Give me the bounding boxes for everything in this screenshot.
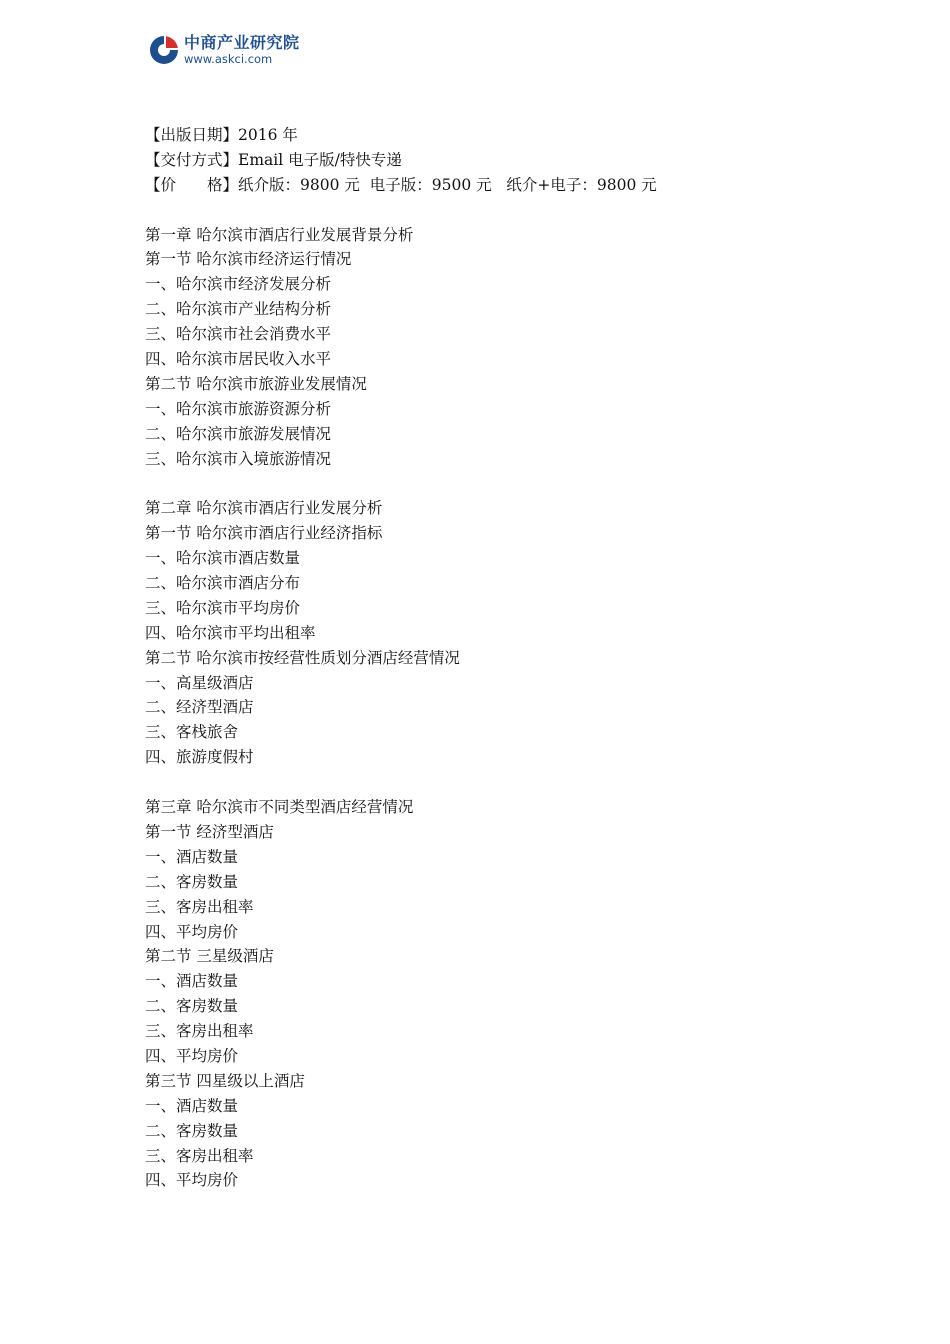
toc-item: 二、客房数量: [145, 1121, 239, 1140]
logo: [148, 34, 300, 66]
document-body: [145, 123, 845, 1193]
toc-item: 一、酒店数量: [145, 972, 239, 991]
toc-item: 二、客房数量: [145, 997, 239, 1016]
section-title: 第二节 哈尔滨市旅游业发展情况: [145, 374, 367, 393]
toc-item: 三、客栈旅舍: [145, 723, 239, 742]
toc-item: 二、哈尔滨市旅游发展情况: [145, 424, 332, 443]
toc-item: 四、旅游度假村: [145, 748, 254, 767]
toc-item: 二、哈尔滨市酒店分布: [145, 574, 301, 593]
toc-item: 三、哈尔滨市入境旅游情况: [145, 449, 332, 468]
toc-item: 一、哈尔滨市酒店数量: [145, 549, 301, 568]
spacer: [145, 198, 845, 223]
toc-item: 一、酒店数量: [145, 1096, 239, 1115]
logo-url: www.askci.com: [184, 51, 273, 66]
price-label: 【价 格】: [145, 175, 239, 194]
spacer: [145, 770, 845, 795]
logo-name: 中商产业研究院: [184, 32, 300, 52]
price-value: 纸介版：9800 元 电子版：9500 元 纸介+电子：9800 元: [238, 175, 657, 194]
price-line: [145, 173, 845, 198]
toc-item: 一、高星级酒店: [145, 673, 254, 692]
pub-date-line: [145, 123, 845, 148]
toc-item: 三、客房出租率: [145, 897, 254, 916]
toc-item: 四、哈尔滨市居民收入水平: [145, 350, 332, 369]
toc-item: 一、哈尔滨市经济发展分析: [145, 275, 332, 294]
chapter-title: 第一章 哈尔滨市酒店行业发展背景分析: [145, 225, 414, 244]
pub-date-label: 【出版日期】: [145, 126, 239, 144]
toc-item: 三、哈尔滨市社会消费水平: [145, 325, 332, 344]
toc-item: 二、经济型酒店: [145, 698, 254, 717]
toc-item: 三、哈尔滨市平均房价: [145, 598, 301, 617]
toc-item: 四、平均房价: [145, 922, 239, 941]
section-title: 第一节 哈尔滨市经济运行情况: [145, 250, 352, 269]
toc-item: 一、酒店数量: [145, 847, 239, 866]
table-of-contents: [145, 223, 845, 1194]
chapter-title: 第三章 哈尔滨市不同类型酒店经营情况: [145, 798, 414, 817]
toc-item: 四、平均房价: [145, 1046, 239, 1065]
section-title: 第一节 哈尔滨市酒店行业经济指标: [145, 524, 383, 543]
pub-date-value: 2016 年: [238, 126, 298, 144]
section-title: 第二节 三星级酒店: [145, 947, 274, 966]
toc-item: 三、客房出租率: [145, 1022, 254, 1041]
chapter-title: 第二章 哈尔滨市酒店行业发展分析: [145, 499, 383, 518]
toc-item: 四、哈尔滨市平均出租率: [145, 623, 316, 642]
section-title: 第三节 四星级以上酒店: [145, 1071, 305, 1090]
askci-logo-icon: [148, 34, 180, 66]
section-title: 第二节 哈尔滨市按经营性质划分酒店经营情况: [145, 648, 460, 667]
toc-item: 一、哈尔滨市旅游资源分析: [145, 399, 332, 418]
toc-item: 二、客房数量: [145, 872, 239, 891]
spacer: [145, 471, 845, 496]
delivery-value: Email 电子版/特快专递: [238, 150, 402, 169]
toc-item: 四、平均房价: [145, 1171, 239, 1190]
delivery-line: [145, 148, 845, 173]
toc-item: 二、哈尔滨市产业结构分析: [145, 300, 332, 319]
toc-item: 三、客房出租率: [145, 1146, 254, 1165]
delivery-label: 【交付方式】: [145, 150, 239, 169]
section-title: 第一节 经济型酒店: [145, 822, 274, 841]
